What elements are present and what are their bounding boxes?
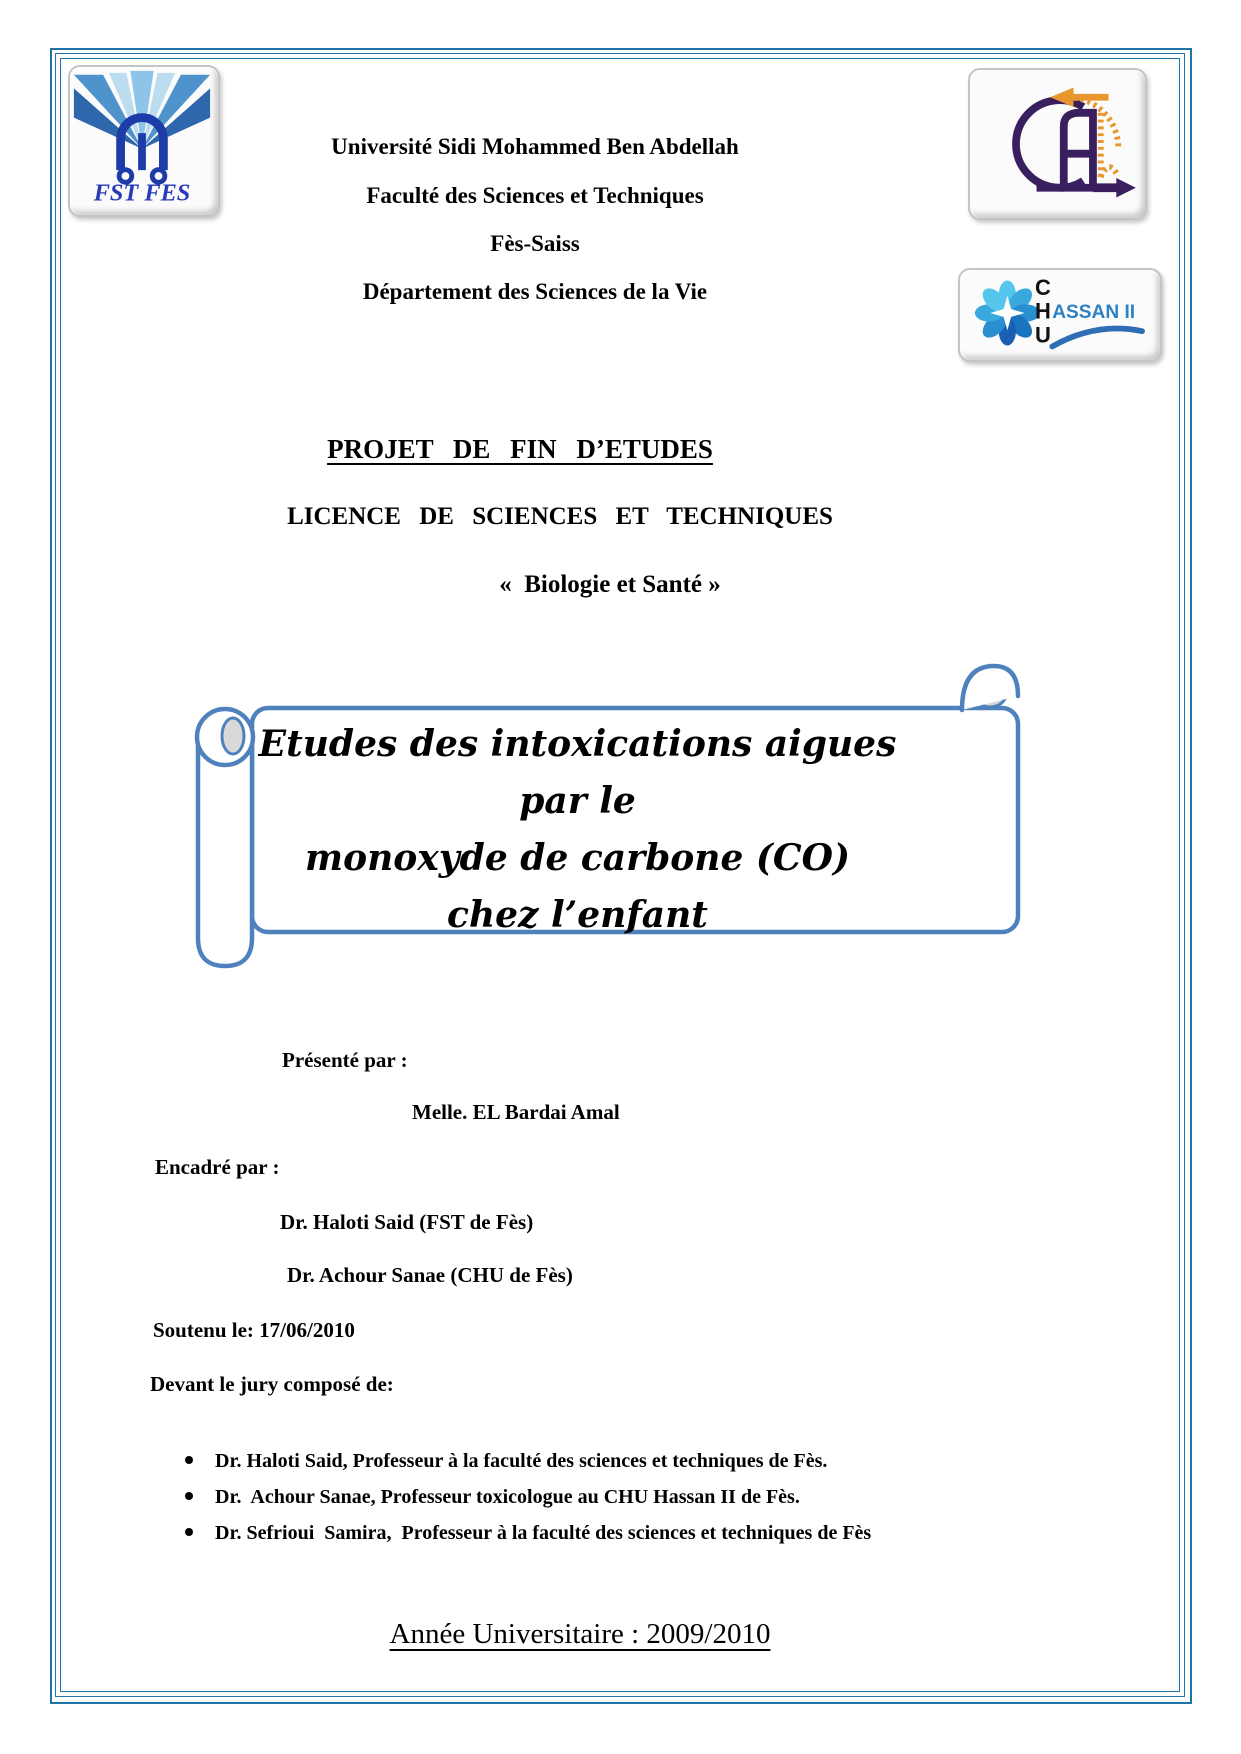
thesis-title-line2: monoxyde de carbone (CO) chez l’enfant — [305, 837, 850, 936]
chu-swoosh — [1052, 329, 1142, 347]
chu-hassan2-logo — [958, 268, 1162, 362]
scroll-top-right-curl — [962, 666, 1018, 710]
chu-rosette — [975, 281, 1040, 346]
scroll-left-roll — [197, 709, 253, 966]
defense-date: Soutenu le: 17/06/2010 — [153, 1318, 355, 1342]
cam-logo — [968, 68, 1147, 220]
fst-logo-text: FST FES — [93, 179, 191, 207]
jury-member-1: Dr. Haloti Said, Professeur à la faculté des sciences et techniques de Fès. — [215, 1450, 828, 1472]
faculty-name: Faculté des Sciences et Techniques — [366, 183, 704, 208]
thesis-title — [255, 716, 900, 944]
fst-fes-logo-graphic — [70, 67, 214, 211]
jury-member-2: Dr. Achour Sanae, Professeur toxicologue au CHU Hassan II de Fès. — [215, 1486, 800, 1508]
chu-letters — [1035, 275, 1135, 348]
svg-text:U: U — [1035, 322, 1051, 348]
presented-by-label: Présenté par : — [282, 1048, 408, 1072]
jury-member-row — [165, 1499, 871, 1568]
university-name: Université Sidi Mohammed Ben Abdellah — [331, 134, 739, 159]
degree-title: LICENCE DE SCIENCES ET TECHNIQUES — [287, 503, 833, 530]
campus-name: Fès-Saiss — [490, 231, 580, 256]
svg-text:C: C — [1035, 274, 1051, 300]
author-name: Melle. EL Bardai Amal — [412, 1100, 620, 1124]
cam-purple-arrow — [1093, 178, 1136, 197]
department-name: Département des Sciences de la Vie — [362, 279, 708, 304]
supervised-by-label: Encadré par : — [155, 1155, 280, 1179]
bullet-dot — [185, 1528, 193, 1536]
supervisor-1: Dr. Haloti Said (FST de Fès) — [280, 1210, 534, 1234]
chu-logo-graphic — [960, 270, 1156, 356]
jury-label: Devant le jury composé de: — [150, 1372, 394, 1396]
specialty-title: « Biologie et Santé » — [499, 571, 721, 598]
cam-logo-graphic — [970, 70, 1141, 214]
project-title: PROJET DE FIN D’ETUDES — [327, 434, 713, 464]
svg-text:H: H — [1035, 298, 1051, 324]
fst-fes-logo — [68, 65, 220, 217]
thesis-title-line1: Etudes des intoxications aigues par le — [258, 723, 897, 822]
jury-member-3: Dr. Sefrioui Samira, Professeur à la faculté des sciences et techniques de Fès — [215, 1522, 872, 1544]
supervisor-2: Dr. Achour Sanae (CHU de Fès) — [287, 1263, 573, 1287]
svg-text:ASSAN II: ASSAN II — [1052, 301, 1136, 323]
academic-year: Année Universitaire : 2009/2010 — [389, 1618, 771, 1650]
